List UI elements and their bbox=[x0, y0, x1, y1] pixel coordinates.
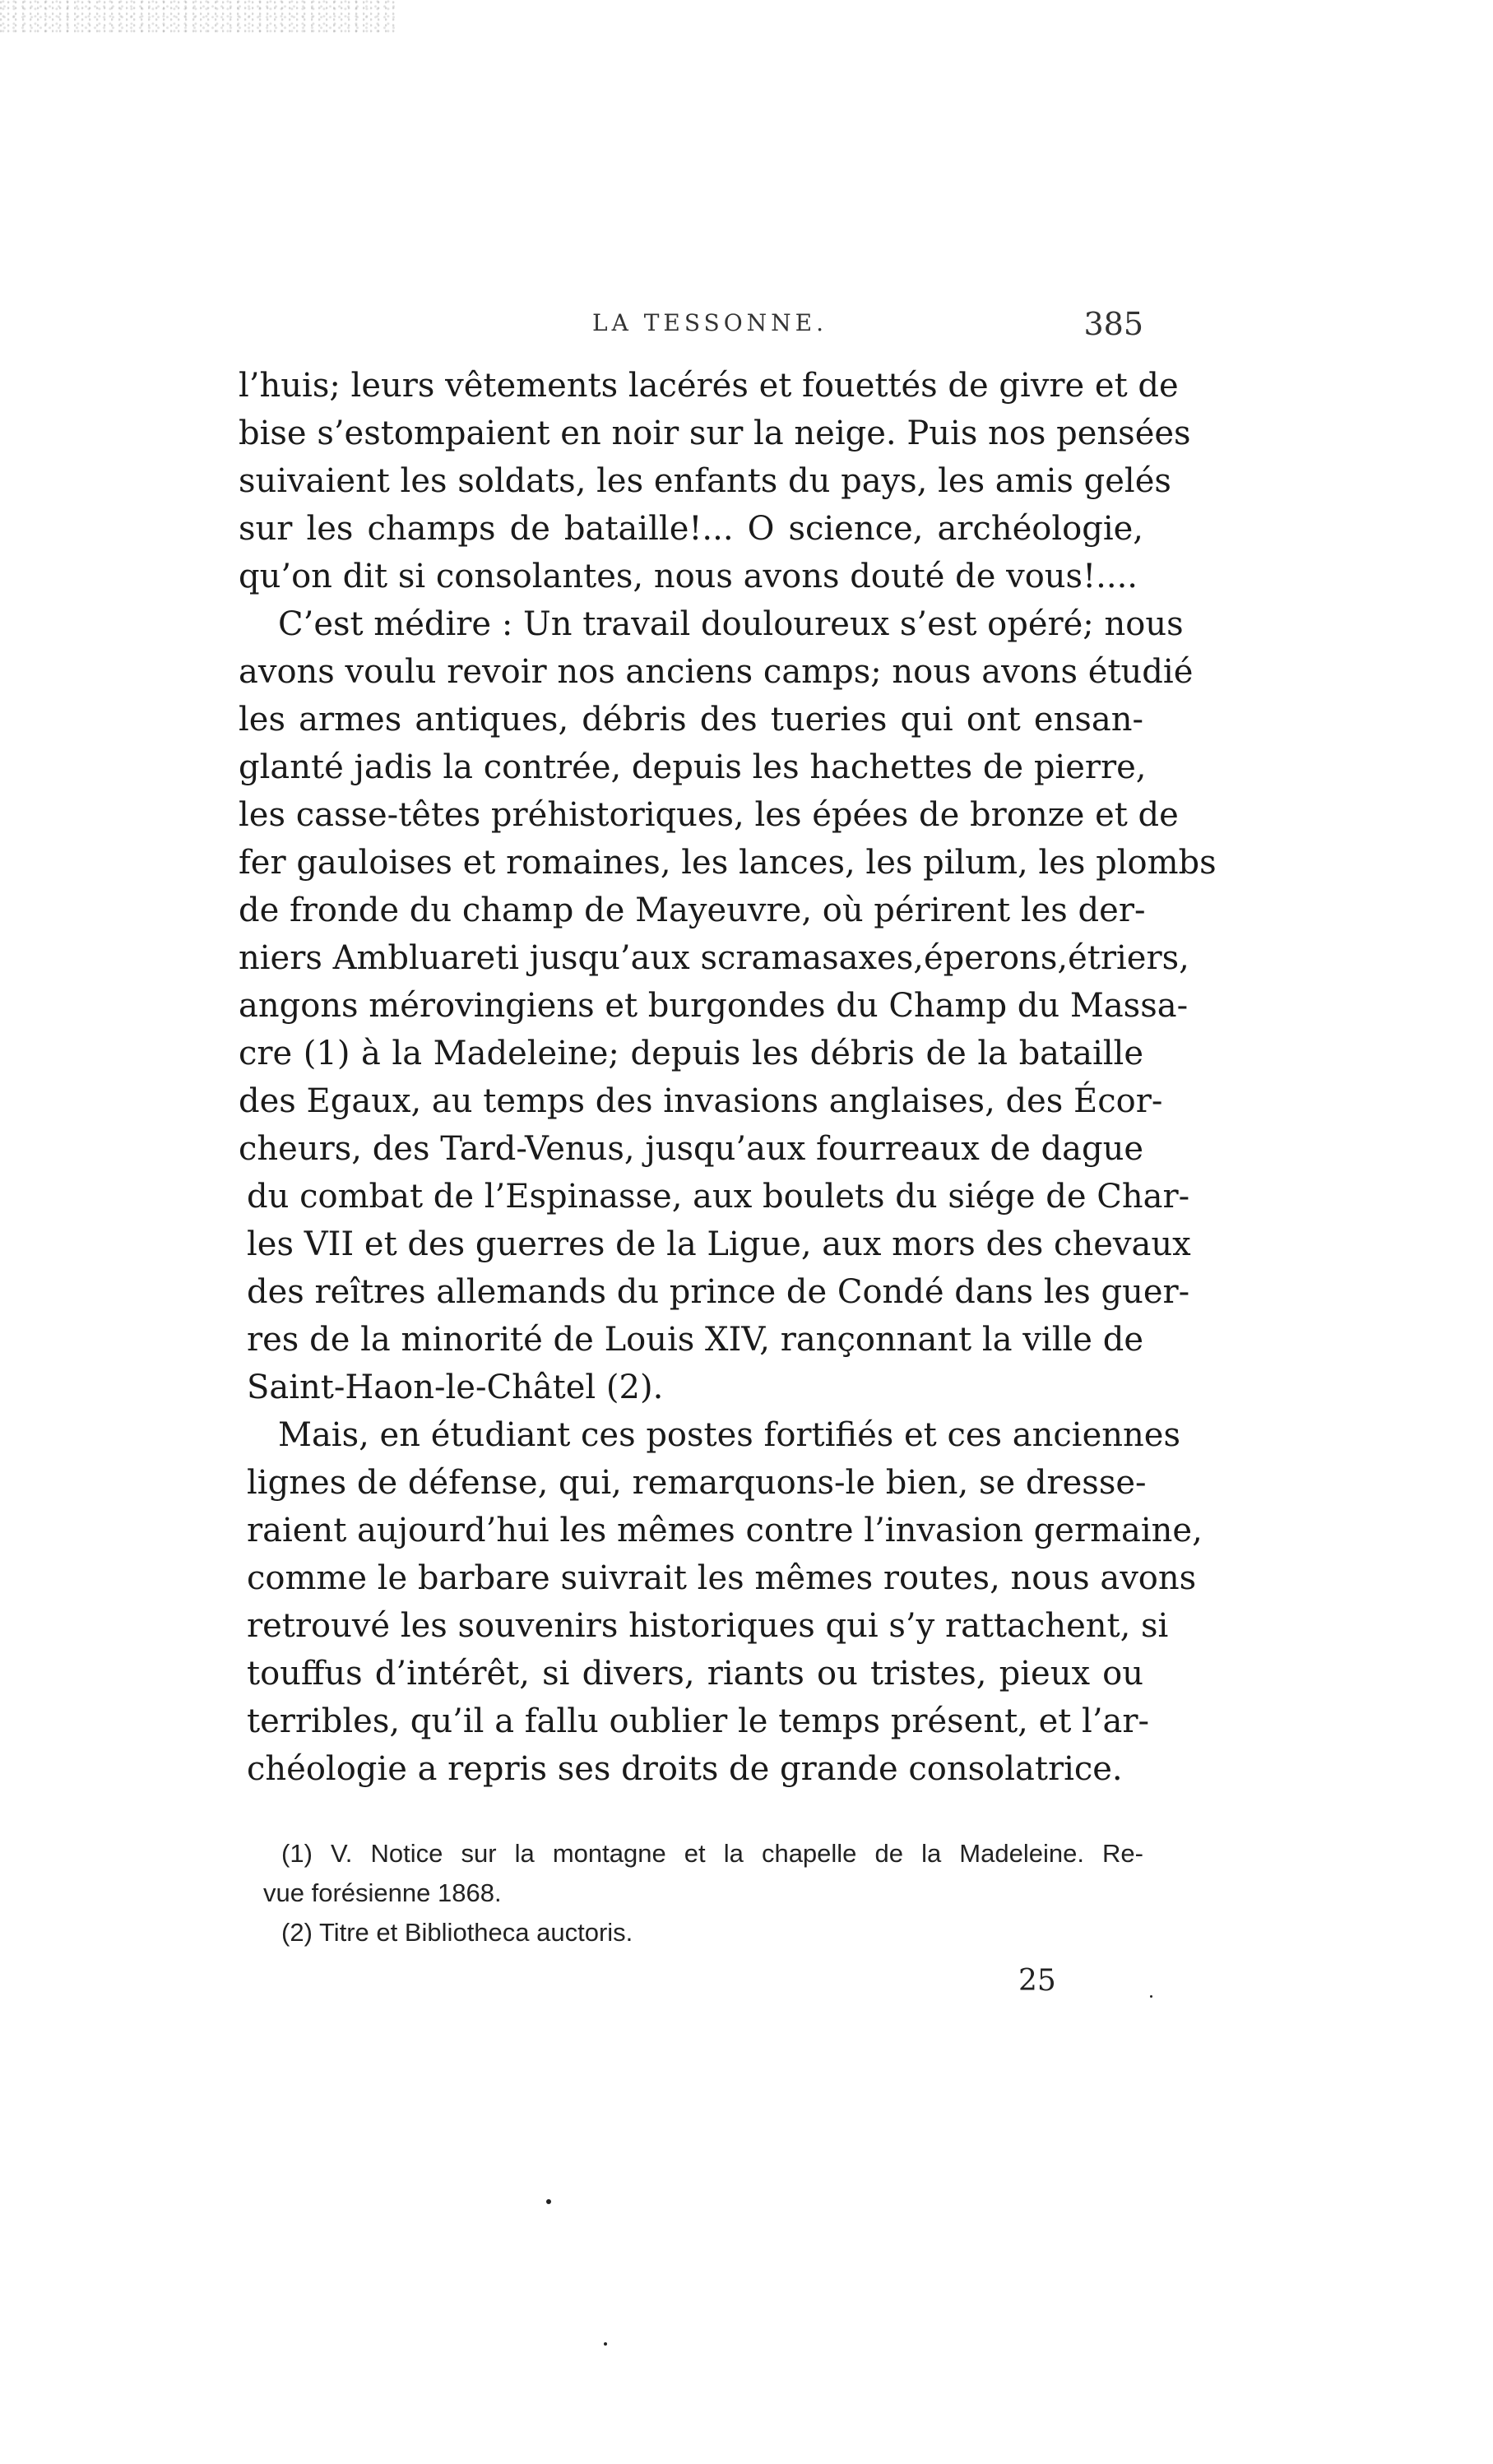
text-line: angons mérovingiens et burgondes du Champ du Massa- bbox=[239, 987, 1189, 1025]
text-line: glanté jadis la contrée, depuis les hachettes de pierre, bbox=[239, 748, 1147, 786]
text-line: avons voulu revoir nos anciens camps; nous avons étudié bbox=[239, 653, 1194, 691]
text-line: retrouvé les souvenirs historiques qui s’y rattachent, si bbox=[247, 1607, 1169, 1645]
running-head bbox=[239, 306, 1143, 350]
text-line: de fronde du champ de Mayeuvre, où périrent les der- bbox=[239, 892, 1146, 929]
signature-mark: 25 bbox=[1018, 1964, 1056, 1998]
text-line: des reîtres allemands du prince de Condé dans les guer- bbox=[247, 1273, 1190, 1311]
footnote-1-continuation: vue forésienne 1868. bbox=[263, 1878, 502, 1907]
text-line: du combat de l’Espinasse, aux boulets du siége de Char- bbox=[247, 1178, 1190, 1216]
text-line: res de la minorité de Louis XIV, rançonnant la ville de bbox=[247, 1321, 1143, 1359]
text-line: les casse-têtes préhistoriques, les épées de bronze et de bbox=[239, 796, 1179, 834]
scan-dot bbox=[604, 2342, 607, 2346]
footnotes bbox=[263, 1834, 1143, 1952]
text-line: touffus d’intérêt, si divers, riants ou tristes, pieux ou bbox=[247, 1655, 1143, 1693]
text-line: fer gauloises et romaines, les lances, les pilum, les plombs bbox=[239, 844, 1217, 882]
page-number: 385 bbox=[1083, 306, 1143, 342]
text-line: chéologie a repris ses droits de grande consolatrice. bbox=[247, 1750, 1123, 1788]
text-line: niers Ambluareti jusqu’aux scramasaxes,éperons,étriers, bbox=[239, 939, 1189, 977]
text-line: raient aujourd’hui les mêmes contre l’invasion germaine, bbox=[247, 1512, 1203, 1549]
text-line: suivaient les soldats, les enfants du pays, les amis gelés bbox=[239, 462, 1171, 500]
text-line: comme le barbare suivrait les mêmes routes, nous avons bbox=[247, 1559, 1197, 1597]
text-line: bise s’estompaient en noir sur la neige. Puis nos pensées bbox=[239, 415, 1191, 452]
text-line: cheurs, des Tard-Venus, jusqu’aux fourreaux de dague bbox=[239, 1130, 1143, 1168]
footnote-1: (1) V. Notice sur la montagne et la chapelle de la Madeleine. Re- bbox=[281, 1839, 1143, 1868]
body-text bbox=[239, 362, 1217, 1793]
text-line: sur les champs de bataille!... O science, archéologie, bbox=[239, 510, 1143, 548]
running-title: LA TESSONNE. bbox=[592, 309, 828, 336]
text-line: Saint-Haon-le-Châtel (2). bbox=[247, 1369, 664, 1406]
text-line: les VII et des guerres de la Ligue, aux mors des chevaux bbox=[247, 1225, 1191, 1263]
text-line: terribles, qu’il a fallu oublier le temps présent, et l’ar- bbox=[247, 1702, 1150, 1740]
scan-dot bbox=[1150, 1995, 1152, 1998]
text-line: C’est médire : Un travail douloureux s’est opéré; nous bbox=[278, 605, 1184, 643]
text-line: cre (1) à la Madeleine; depuis les débris de la bataille bbox=[239, 1035, 1143, 1072]
text-line: lignes de défense, qui, remarquons-le bien, se dresse- bbox=[247, 1464, 1147, 1502]
scan-dot bbox=[546, 2199, 551, 2204]
text-line: Mais, en étudiant ces postes fortifiés et ces anciennes bbox=[278, 1416, 1180, 1454]
scan-speckle bbox=[0, 0, 395, 35]
text-line: l’huis; leurs vêtements lacérés et fouettés de givre et de bbox=[239, 367, 1179, 405]
footnote-2: (2) Titre et Bibliotheca auctoris. bbox=[281, 1918, 633, 1947]
text-line: qu’on dit si consolantes, nous avons douté de vous!.... bbox=[239, 558, 1138, 595]
text-line: des Egaux, au temps des invasions anglaises, des Écor- bbox=[239, 1082, 1163, 1120]
text-line: les armes antiques, débris des tueries qui ont ensan- bbox=[239, 701, 1143, 739]
